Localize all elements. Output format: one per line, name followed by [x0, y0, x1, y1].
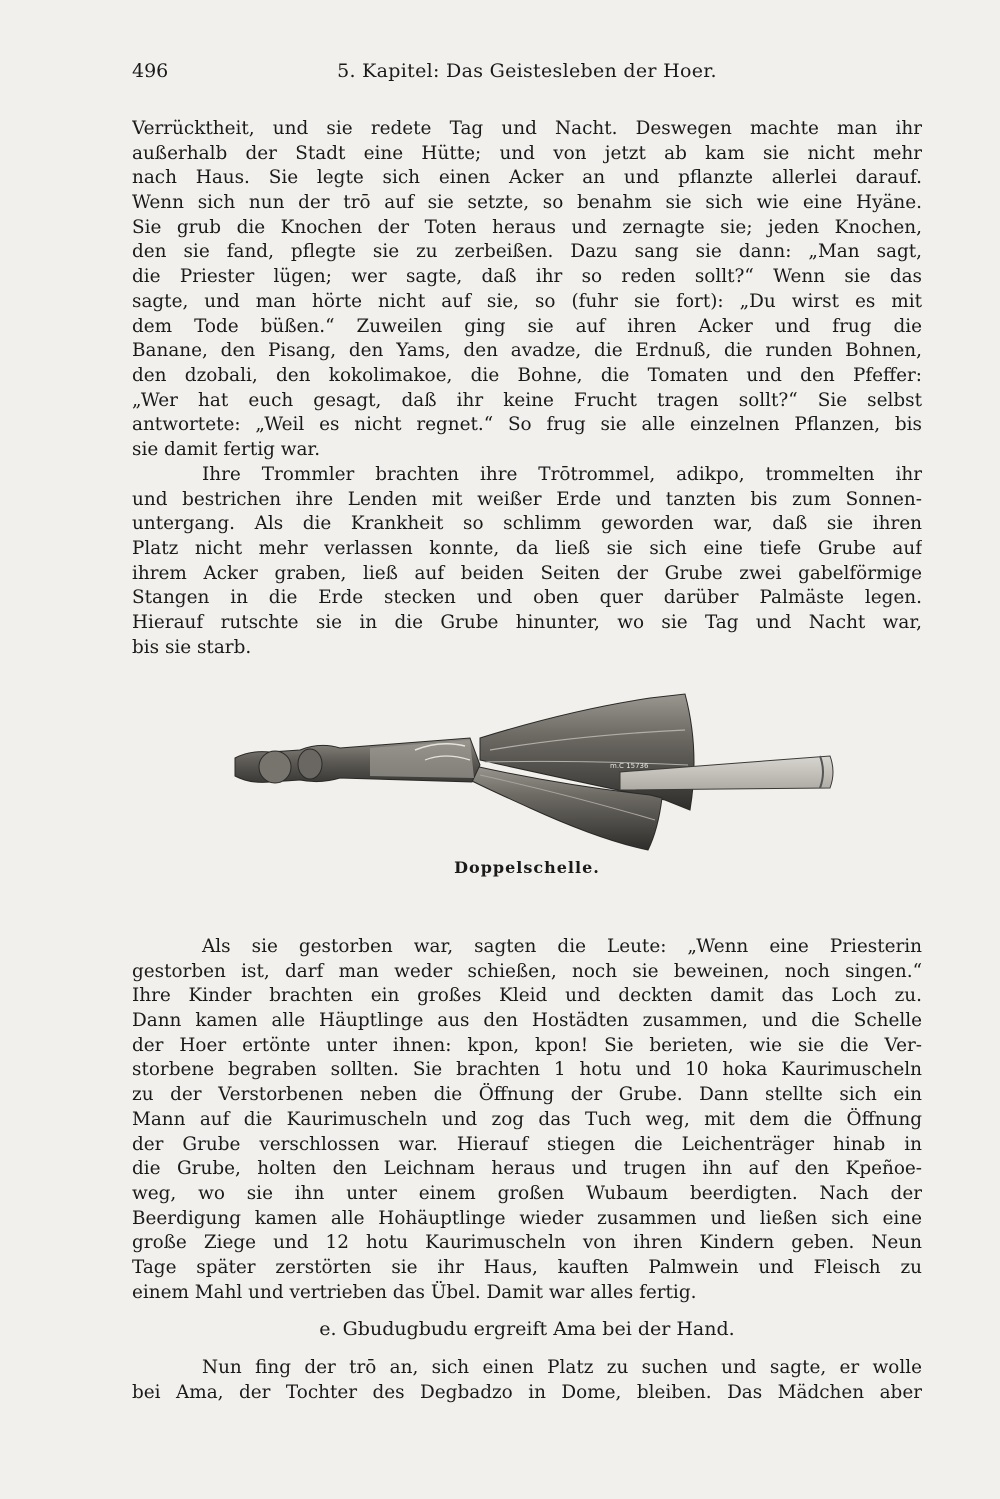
text-line: Ihre Trommler brachten ihre Trōtrommel, adikpo, trommelten ihr	[202, 464, 922, 485]
text-line: storbene begraben sollten. Sie brachten 1 hotu und 10 hoka Kaurimuscheln	[132, 1059, 922, 1081]
text-line: Verrücktheit, und sie redete Tag und Nacht. Deswegen machte man ihr	[132, 118, 922, 139]
page-header	[132, 60, 922, 90]
running-head: 5. Kapitel: Das Geistesleben der Hoer.	[337, 60, 717, 82]
text-line: sie damit fertig war.	[132, 438, 321, 460]
text-line: Dann kamen alle Häuptlinge aus den Hostädten zusammen, und die Schelle	[132, 1010, 922, 1032]
text-line: Stangen in die Erde stecken und oben quer darüber Palmäste legen.	[132, 587, 922, 609]
text-line: „Wer hat euch gesagt, daß ihr keine Frucht tragen sollt?“ Sie selbst	[132, 389, 922, 411]
text-line: der Grube verschlossen war. Hierauf stiegen die Leichenträger hinab in	[132, 1133, 922, 1155]
text-line: die Grube, holten den Leichnam heraus und trugen ihn auf den Kpeñoe-	[132, 1158, 922, 1180]
text-line: Beerdigung kamen alle Hohäuptlinge wieder zusammen und ließen sich eine	[132, 1207, 922, 1229]
text-line: zu der Verstorbenen neben die Öffnung der Grube. Dann stellte sich ein	[132, 1084, 922, 1106]
paragraph-1	[132, 117, 922, 463]
paragraph-4	[132, 1356, 922, 1405]
text-line: große Ziege und 12 hotu Kaurimuscheln von ihren Kindern geben. Neun	[132, 1232, 922, 1254]
paragraph-3	[132, 935, 922, 1305]
text-line: außerhalb der Stadt eine Hütte; und von jetzt ab kam sie nicht mehr	[132, 142, 922, 164]
text-line: bis sie starb.	[132, 636, 252, 658]
text-line: sagte, und man hörte nicht auf sie, so (fuhr sie fort): „Du wirst es mit	[132, 290, 922, 312]
text-line: Mann auf die Kaurimuscheln und zog das Tuch weg, mit dem die Öffnung	[132, 1108, 922, 1130]
text-line: den sie fand, pflegte sie zu zerbeißen. Dazu sang sie dann: „Man sagt,	[132, 241, 922, 263]
text-line: der Hoer ertönte unter ihnen: kpon, kpon! Sie berieten, wie sie die Ver-	[132, 1034, 922, 1056]
section-heading	[132, 1318, 922, 1340]
text-line: antwortete: „Weil es nicht regnet.“ So frug sie alle einzelnen Pflanzen, bis	[132, 414, 922, 436]
text-line: ihrem Acker graben, ließ auf beiden Seiten der Grube zwei gabelförmige	[132, 562, 922, 584]
inventory-number: m.C 15736	[610, 762, 649, 770]
text-line: Tage später zerstörten sie ihr Haus, kauften Palmwein und Fleisch zu	[132, 1256, 922, 1278]
text-line: bei Ama, der Tochter des Degbadzo in Dome, bleiben. Das Mädchen aber	[132, 1381, 922, 1403]
text-line: den dzobali, den kokolimakoe, die Bohne, die Tomaten und den Pfeffer:	[132, 364, 922, 386]
text-line: Banane, den Pisang, den Yams, den avadze, die Erdnuß, die runden Bohnen,	[132, 340, 922, 362]
doppelschelle-figure	[180, 690, 850, 870]
text-line: Nun fing der trō an, sich einen Platz zu suchen und sagte, er wolle	[202, 1357, 922, 1378]
page-number: 496	[132, 60, 169, 82]
text-line: Sie grub die Knochen der Toten heraus und zernagte sie; jeden Knochen,	[132, 216, 922, 238]
text-line: Ihre Kinder brachten ein großes Kleid und deckten damit das Loch zu.	[132, 985, 922, 1007]
section-heading-text: e. Gbudugbudu ergreift Ama bei der Hand.	[319, 1318, 735, 1340]
figure-caption: Doppelschelle.	[454, 858, 600, 877]
text-line: Platz nicht mehr verlassen konnte, da ließ sie sich eine tiefe Grube auf	[132, 538, 922, 560]
text-line: dem Tode büßen.“ Zuweilen ging sie auf ihren Acker und frug die	[132, 315, 922, 337]
paragraph-2	[132, 463, 922, 661]
text-line: weg, wo sie ihn unter einem großen Wubaum beerdigten. Nach der	[132, 1182, 922, 1204]
text-line: untergang. Als die Krankheit so schlimm geworden war, daß sie ihren	[132, 513, 922, 535]
text-line: Wenn sich nun der trō auf sie setzte, so benahm sie sich wie eine Hyäne.	[132, 192, 922, 214]
text-line: einem Mahl und vertrieben das Übel. Damit war alles fertig.	[132, 1281, 697, 1303]
double-bell-image	[180, 690, 850, 870]
text-line: die Priester lügen; wer sagte, daß ihr so reden sollt?“ Wenn sie das	[132, 266, 922, 288]
text-line: nach Haus. Sie legte sich einen Acker an und pflanzte allerlei darauf.	[132, 167, 922, 189]
text-line: gestorben ist, darf man weder schießen, noch sie beweinen, noch singen.“	[132, 960, 922, 982]
text-line: Als sie gestorben war, sagten die Leute: „Wenn eine Priesterin	[202, 936, 922, 957]
text-line: Hierauf rutschte sie in die Grube hinunter, wo sie Tag und Nacht war,	[132, 612, 922, 634]
text-line: und bestrichen ihre Lenden mit weißer Erde und tanzten bis zum Sonnen-	[132, 488, 922, 510]
